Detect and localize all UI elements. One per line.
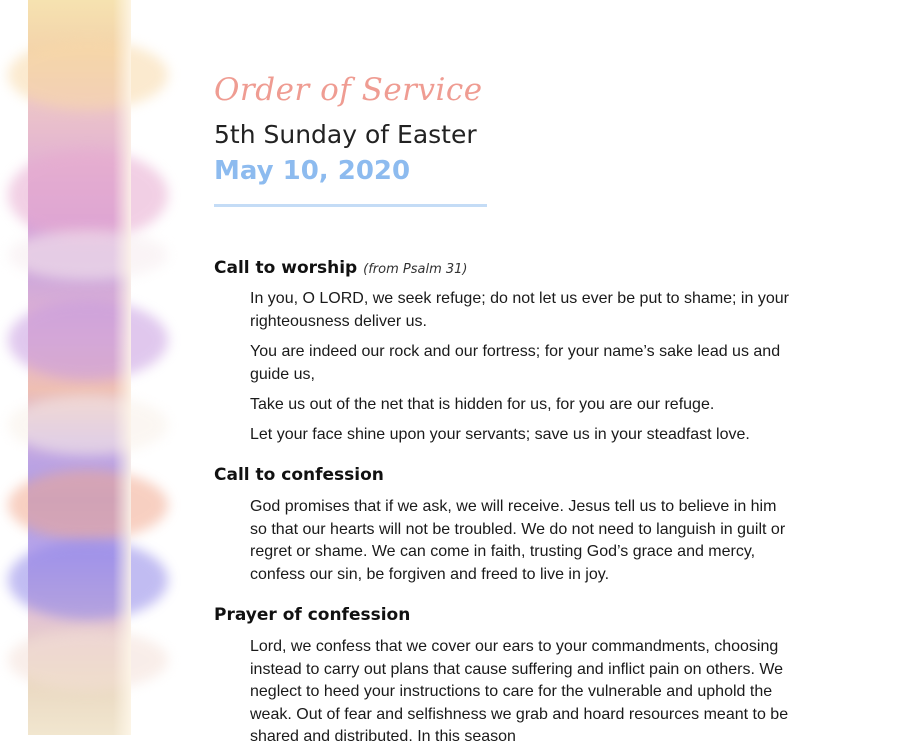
call-to-worship-line: Take us out of the net that is hidden for us, for you are our refuge. xyxy=(250,396,715,413)
call-to-worship-line: In you, O LORD, we seek refuge; do not let us ever be put to shame; in your righteousness deliver us. xyxy=(250,290,789,330)
art-wash xyxy=(8,540,168,620)
art-wash xyxy=(8,395,168,455)
art-wash xyxy=(8,300,168,380)
art-wash xyxy=(8,470,168,540)
service-date: May 10, 2020 xyxy=(214,156,411,186)
section-heading-call-to-worship xyxy=(214,258,468,278)
service-subtitle: 5th Sunday of Easter xyxy=(214,120,477,149)
art-strip-edge xyxy=(113,0,131,735)
section-heading-text: Call to worship xyxy=(214,258,358,278)
call-to-worship-line: Let your face shine upon your servants; save us in your steadfast love. xyxy=(250,426,750,443)
prayer-of-confession-text: Lord, we confess that we cover our ears to your commandments, choosing instead to carry out plans that cause suffering and inflict pain on others. We neglect to heed your instructions to care for the vulnerable and uphold the weak. Out of fear and selfishness we grab and hoard resources meant to be shared and distributed. In this season xyxy=(250,638,789,745)
order-of-service-title: Order of Service xyxy=(214,72,483,108)
section-heading-prayer-of-confession: Prayer of confession xyxy=(214,605,411,625)
art-wash xyxy=(8,630,168,690)
title-divider xyxy=(214,204,487,207)
section-source-note: (from Psalm 31) xyxy=(363,262,468,277)
watercolor-art-strip xyxy=(28,0,131,735)
art-wash xyxy=(8,150,168,240)
section-heading-call-to-confession: Call to confession xyxy=(214,465,384,485)
art-wash xyxy=(8,230,168,280)
art-wash xyxy=(8,40,168,110)
call-to-confession-text: God promises that if we ask, we will receive. Jesus tell us to believe in him so that our hearts will not be troubled. We do not need to languish in guilt or regret or shame. We can come in faith, trusting God’s grace and mercy, confess our sin, be forgiven and freed to live in joy. xyxy=(250,498,786,583)
call-to-worship-line: You are indeed our rock and our fortress; for your name’s sake lead us and guide us, xyxy=(250,343,781,383)
